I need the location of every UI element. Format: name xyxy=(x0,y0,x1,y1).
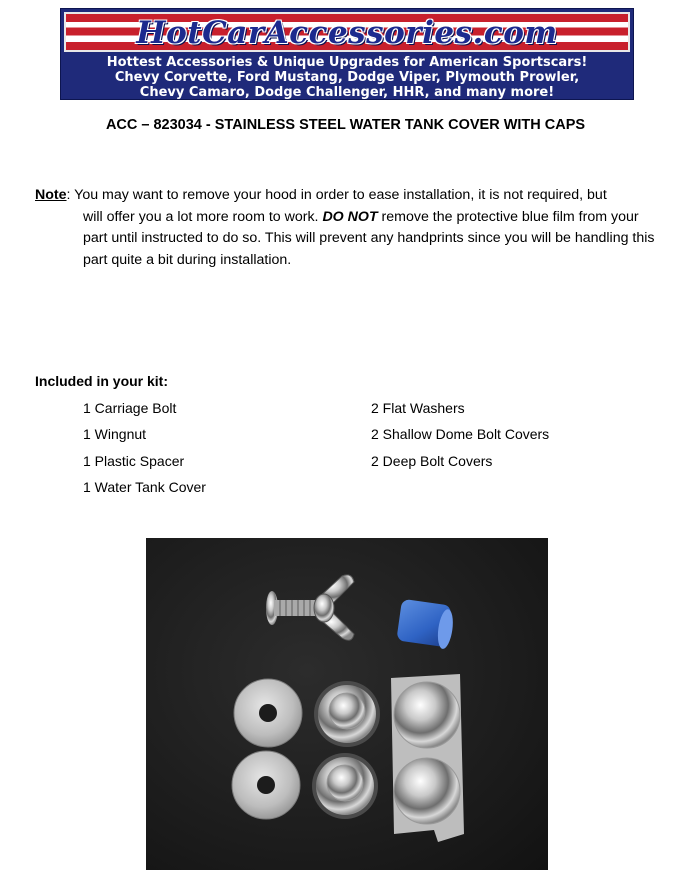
banner-models-line-1: Chevy Corvette, Ford Mustang, Dodge Viper, Plymouth Prowler, xyxy=(114,70,580,85)
kit-item: 2 Flat Washers xyxy=(371,400,465,416)
banner-tagline: Hottest Accessories & Unique Upgrades for American Sportscars! xyxy=(106,55,588,70)
kit-item: 2 Deep Bolt Covers xyxy=(371,452,493,469)
site-logo-text: HotCarAccessories.com xyxy=(136,15,558,51)
shallow-dome-bolt-cover-image xyxy=(314,681,380,747)
note-emphasis: DO NOT xyxy=(322,208,378,225)
kit-heading: Included in your kit: xyxy=(35,373,169,389)
shallow-dome-bolt-cover-image xyxy=(312,753,378,819)
deep-bolt-cover-image xyxy=(391,674,464,842)
banner-models-line-2: Chevy Camaro, Dodge Challenger, HHR, and many more! xyxy=(139,85,555,100)
flat-washer-image xyxy=(234,679,302,747)
flat-washer-image xyxy=(232,751,300,819)
site-banner xyxy=(60,8,634,100)
kit-item: 2 Shallow Dome Bolt Covers xyxy=(371,426,550,443)
site-logo xyxy=(64,12,630,52)
note-text-continuation xyxy=(35,207,655,272)
kit-list-right xyxy=(371,398,549,477)
kit-parts-photo xyxy=(146,538,548,870)
note-text-part: will offer you a lot more room to work. xyxy=(83,208,323,225)
document-title: ACC – 823034 - STAINLESS STEEL WATER TANK COVER WITH CAPS xyxy=(105,117,586,133)
note-text-part: remove the protective blue film from your part until instructed to do so. This will prevent any handprints since you will be handling this part quite a bit during installation. xyxy=(83,208,655,268)
kit-item: 1 Plastic Spacer xyxy=(83,452,185,469)
kit-item: 1 Wingnut xyxy=(83,426,147,443)
plastic-spacer-image xyxy=(396,599,455,650)
installation-note xyxy=(35,185,655,271)
note-text-first-line: : You may want to remove your hood in order to ease installation, it is not required, but xyxy=(66,187,607,203)
wingnut-image xyxy=(314,575,354,640)
kit-item: 1 Carriage Bolt xyxy=(83,400,177,416)
note-label: Note xyxy=(35,187,67,203)
kit-item: 1 Water Tank Cover xyxy=(83,479,206,496)
kit-list-left xyxy=(83,398,206,504)
